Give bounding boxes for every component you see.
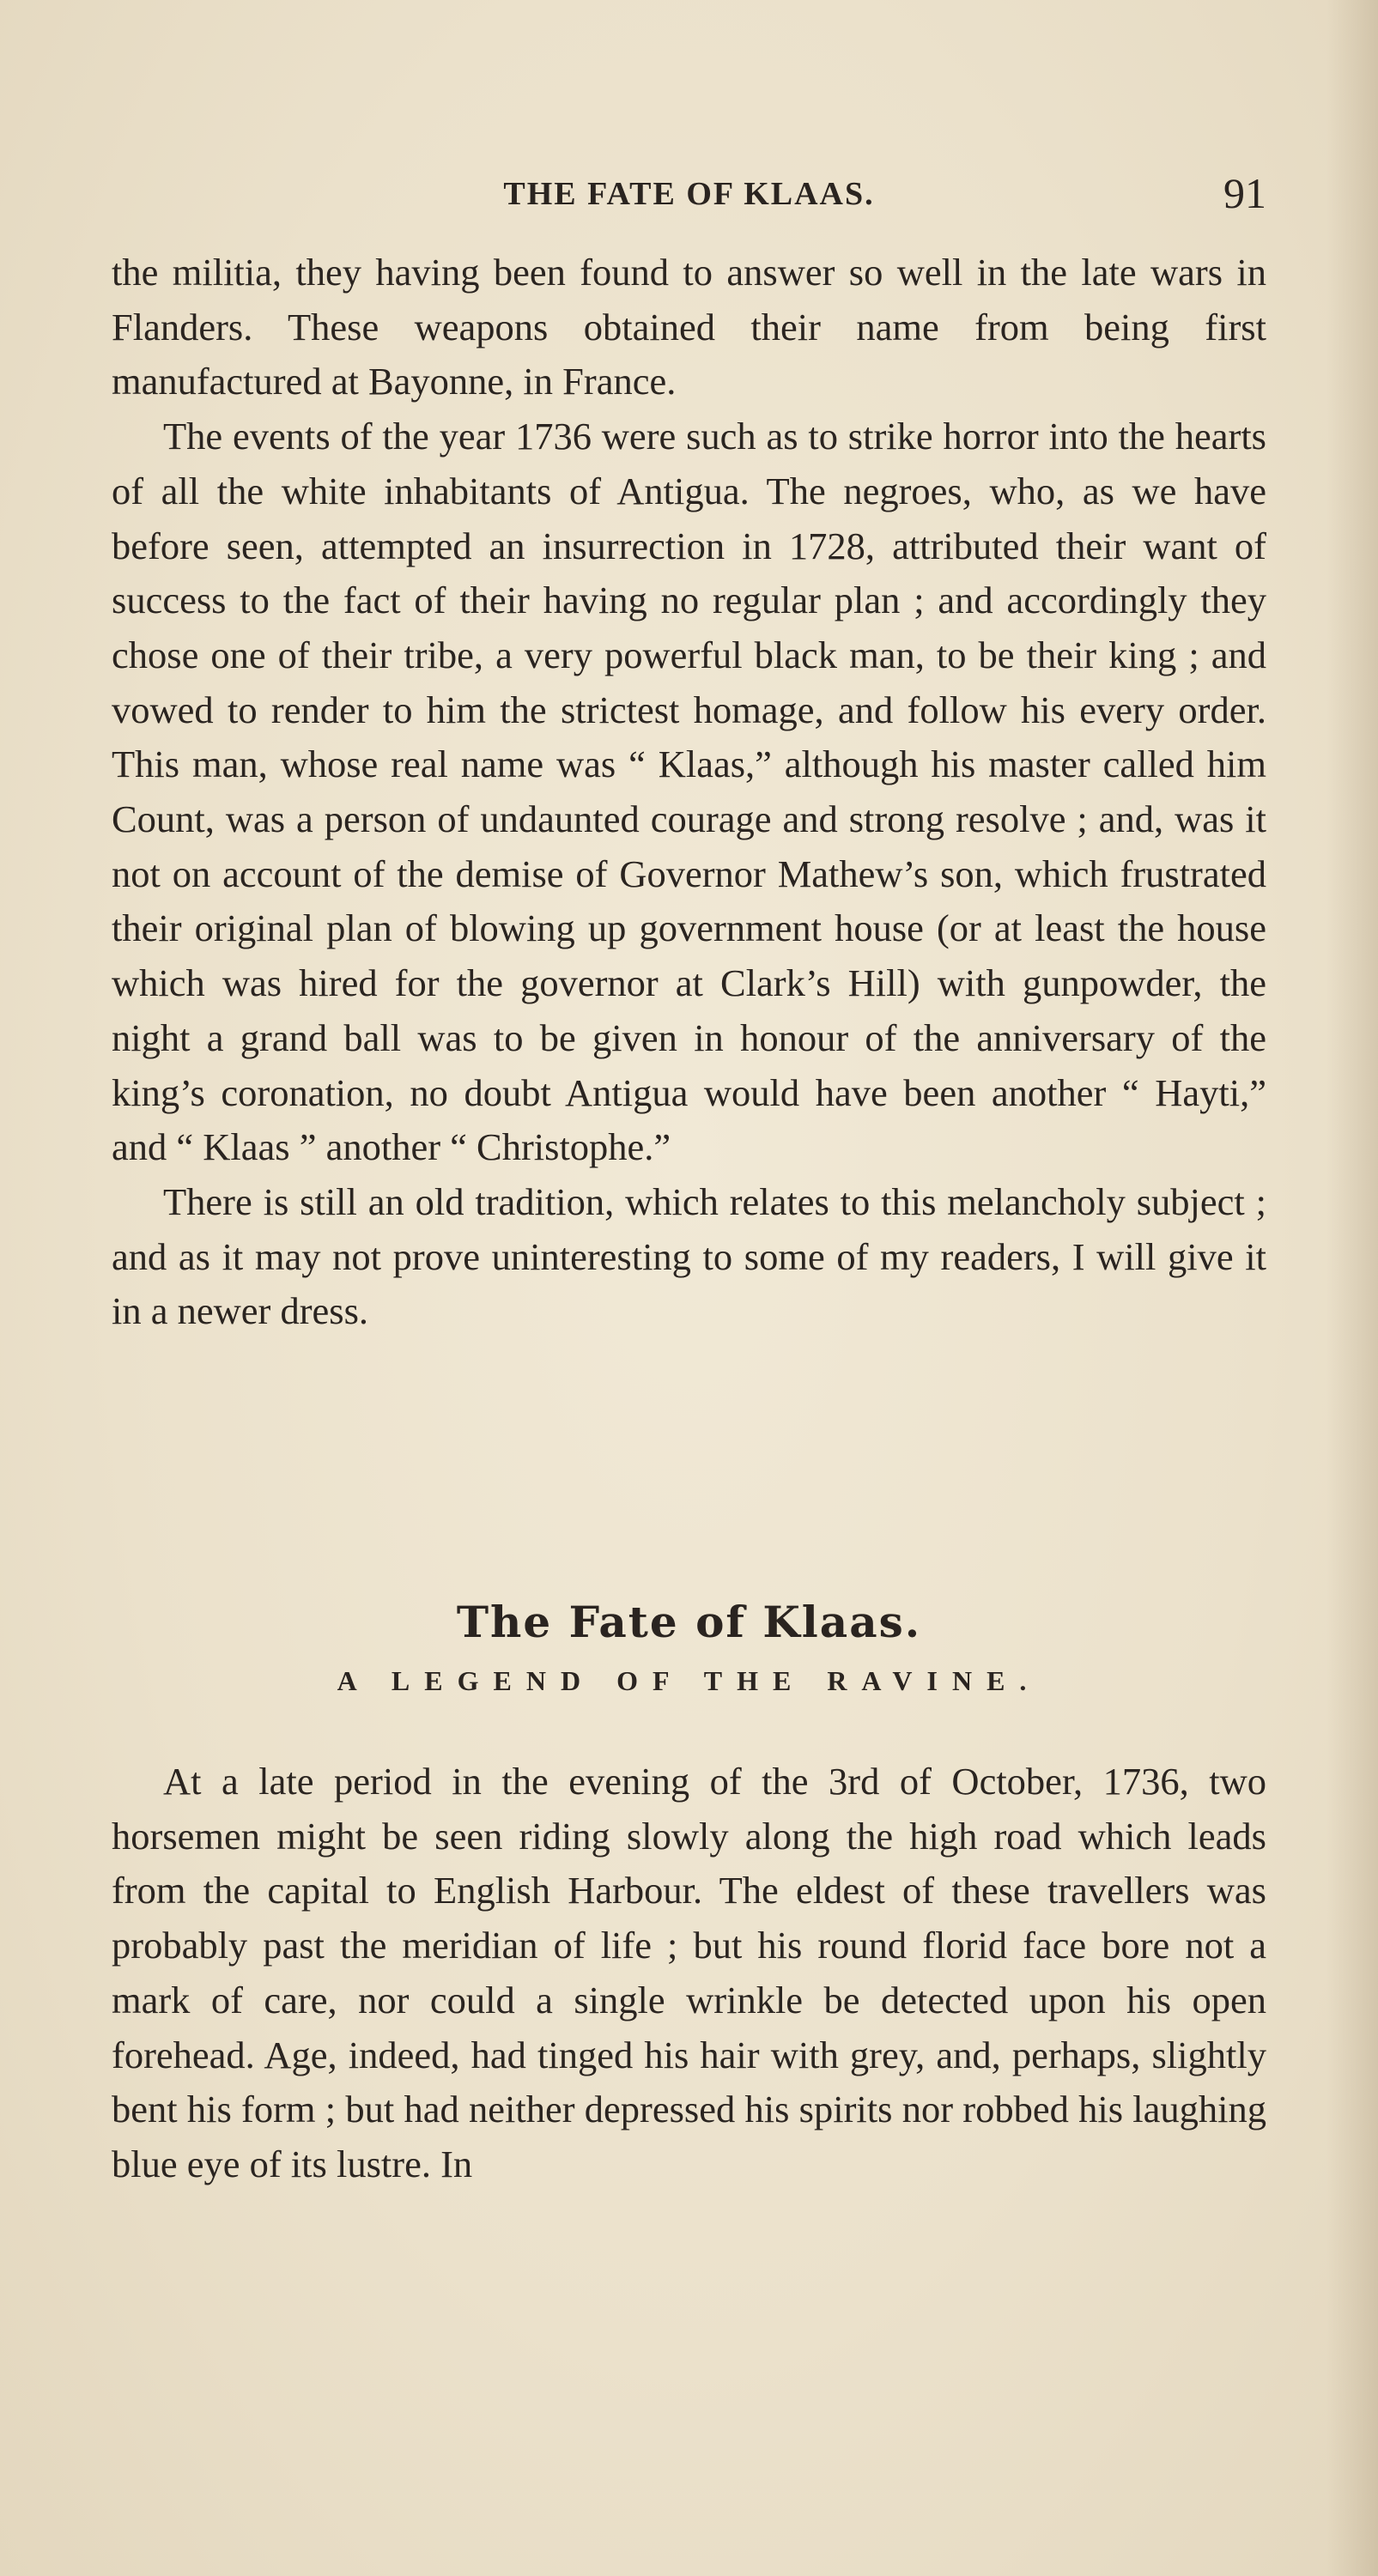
legend-title: The Fate of Klaas. bbox=[456, 1597, 922, 1647]
paragraph: At a late period in the evening of the 3rd of October, 1736, two horsemen might be seen riding slowly along the high road which leads from the capital to English Harbour. The eldest of these travellers was probably past the meridian of life ; but his round florid face bore not a mark of care, nor could a single wrinkle be detected upon his open forehead. Age, indeed, had tinged his hair with grey, and, perhaps, slightly bent his form ; but had neither depressed his spirits nor robbed his laughing blue eye of its lustre. In bbox=[112, 1760, 1266, 2185]
legend-subtitle: A LEGEND OF THE RAVINE. bbox=[337, 1665, 1041, 1696]
paragraph: the militia, they having been found to answer so well in the late wars in Flanders. These weapons obtained their name from being first manufactured at Bayonne, in France. bbox=[112, 251, 1266, 403]
body-text-bottom bbox=[112, 1755, 1266, 2192]
page-header bbox=[112, 168, 1266, 220]
page-edge-shadow bbox=[1326, 0, 1378, 2576]
paragraph: There is still an old tradition, which relates to this melancholy subject ; and as it may not prove uninteresting to some of my readers, I will give it in a newer dress. bbox=[112, 1179, 1266, 1333]
body-text-top bbox=[112, 245, 1266, 1339]
page-number: 91 bbox=[1223, 169, 1266, 217]
paragraph: The events of the year 1736 were such as to strike horror into the hearts of all the white inhabitants of Antigua. The negroes, who, as we have before seen, attempted an insurrection in 1728, attributed their want of success to the fact of their having no regular plan ; and accordingly they chose one of their tribe, a very powerful black man, to be their king ; and vowed to render to him the strictest homage, and follow his every order. This man, whose real name was “ Klaas,” although his master called him Count, was a person of undaunted courage and strong resolve ; and, was it not on account of the demise of Governor Mathew’s son, which frustrated their original plan of blowing up government house (or at least the house which was hired for the governor at Clark’s Hill) with gunpowder, the night a grand ball was to be given in honour of the anniversary of the king’s coronation, no doubt Antigua would have been another “ Hayti,” and “ Klaas ” another “ Christophe.” bbox=[112, 415, 1266, 1169]
running-title: THE FATE OF KLAAS. bbox=[503, 176, 875, 212]
